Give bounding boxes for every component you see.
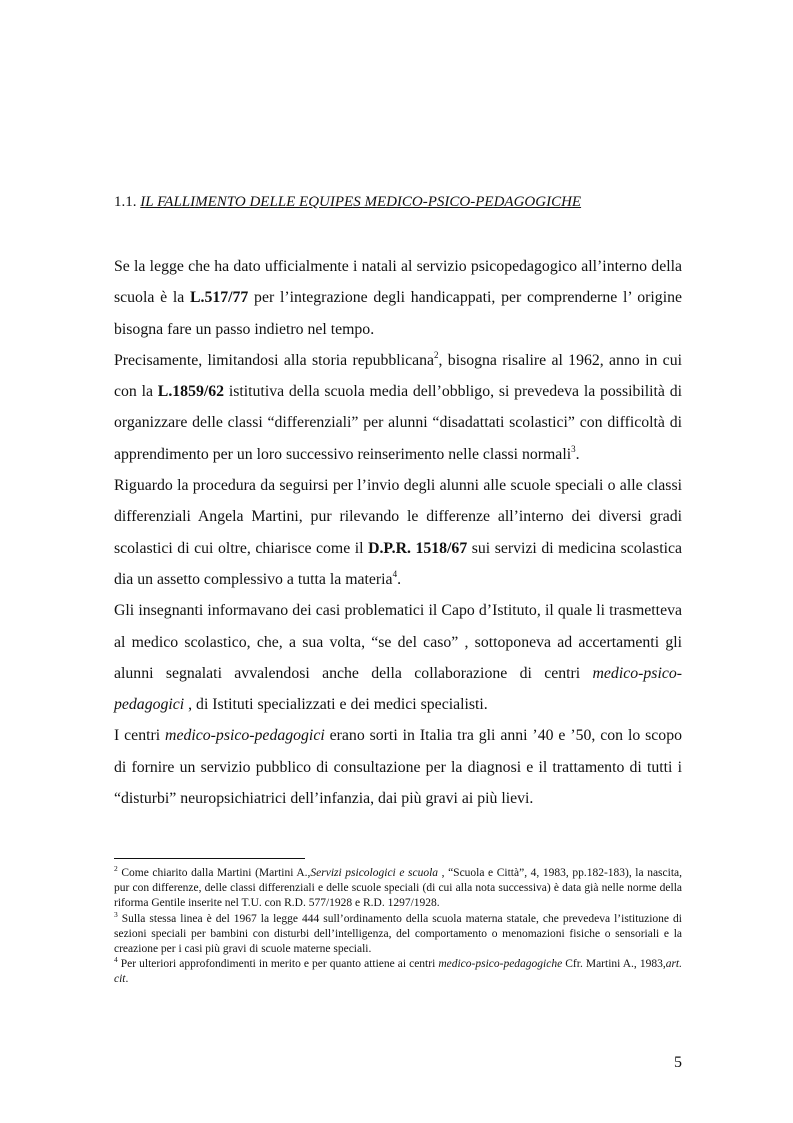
text-run: Riguardo la procedura da seguirsi per l’invio degli alunni alle scuole speciali o alle classi differenziali Angela Martini, pur rilevando le differenze all’interno dei diversi gradi scolastici di cui oltre, chiarisce come il — [114, 477, 682, 557]
italic-term: art. cit — [114, 958, 682, 986]
text-run: Come chiarito dalla Martini (Martini A., — [117, 867, 311, 879]
text-run: . — [397, 570, 402, 588]
italic-title: Servizi psicologici e scuola — [310, 867, 439, 879]
footnote-marker: 2 — [434, 349, 439, 360]
footnotes — [114, 866, 682, 988]
footnote-marker: 4 — [392, 568, 398, 579]
paragraph — [114, 251, 682, 345]
footnote — [114, 866, 682, 912]
text-run: I centri — [114, 727, 166, 745]
text-run: erano sorti in Italia tra gli anni ’40 e ’50, con lo scopo di fornire un servizio pubblico di consultazione per la diagnosi e il trattamento di tutti i “disturbi” neuropsichiatrici dell’infanzia, dai più gravi ai più lievi. — [114, 727, 682, 808]
text-run: istitutiva della scuola media dell’obbligo, si prevedeva la possibilità di organizzare delle classi “differenziali” per alunni “disadattati scolastici” con difficoltà di apprendimento per un loro successivo reinserimento nelle classi normali — [114, 383, 683, 463]
text-run: Se la legge che ha dato ufficialmente i natali al servizio psicopedagogico all’interno della scuola è la — [114, 258, 682, 307]
paragraph — [114, 345, 682, 470]
page-number: 5 — [674, 1054, 682, 1071]
text-run: Precisamente, limitandosi alla storia repubblicana — [114, 351, 435, 369]
law-reference: D.P.R. 1518/67 — [368, 539, 468, 557]
footnote — [114, 957, 682, 987]
law-reference: L.517/77 — [189, 289, 249, 307]
law-reference: L.1859/62 — [157, 383, 225, 401]
text-run: Gli insegnanti informavano dei casi problematici il Capo d’Istituto, il quale li trasmetteva al medico scolastico, che, a sua volta, “se del caso” , sottoponeva ad accertamenti gli alunni segnalati avvalendosi anche della collaborazione di centri — [114, 602, 682, 682]
text-run: . — [125, 973, 129, 986]
italic-term: medico-psico-pedagogiche — [438, 958, 563, 971]
italic-term: medico-psico-pedagogici — [165, 727, 325, 745]
text-run: sui servizi di medicina scolastica dia un assetto complessivo a tutta la materia — [114, 539, 682, 588]
italic-term: medico-psico-pedagogici — [114, 664, 682, 714]
text-run: . — [575, 445, 580, 463]
footnote-number: 2 — [114, 864, 118, 874]
text-run: Cfr. Martini A., 1983, — [562, 958, 666, 971]
text-run: , “Scuola e Città”, 4, 1983, pp.182-183), la nascita, pur con differenze, delle classi differenziali e delle scuole speciali (di cui alla nota successiva) è data già nelle norme della riforma Gentile inserite nel T.U. con R.D. 577/1928 e R.D. 1297/1928. — [114, 867, 682, 910]
footnote-marker: 3 — [571, 443, 576, 454]
text-run: , bisogna risalire al 1962, anno in cui con la — [114, 351, 682, 401]
text-run: , di Istituti specializzati e dei medici specialisti. — [184, 696, 488, 714]
footnote-number: 3 — [114, 909, 118, 919]
paragraph — [114, 720, 682, 814]
section-number: 1.1. — [114, 194, 137, 210]
text-run: Per ulteriori approfondimenti in merito e per quanto attiene ai centri — [117, 958, 439, 971]
text-run: per l’integrazione degli handicappati, per comprenderne l’ origine bisogna fare un passo indietro nel tempo. — [114, 289, 682, 338]
body-text — [114, 251, 682, 814]
paragraph — [114, 470, 682, 595]
footnote — [114, 909, 682, 958]
section-heading — [114, 194, 581, 211]
paragraph — [114, 595, 682, 720]
text-run: Sulla stessa linea è del 1967 la legge 444 sull’ordinamento della scuola materna statale, che prevedeva l’istituzione di sezioni speciali per bambini con disturbi dell’intelligenza, del comportamento o menomazioni fisiche o sensoriali e la creazione per i casi più gravi di scuole materne speciali. — [114, 912, 682, 956]
footnote-number: 4 — [114, 955, 118, 965]
section-title: IL FALLIMENTO DELLE EQUIPES MEDICO-PSICO-PEDAGOGICHE — [140, 194, 582, 210]
footnote-separator — [114, 858, 305, 859]
